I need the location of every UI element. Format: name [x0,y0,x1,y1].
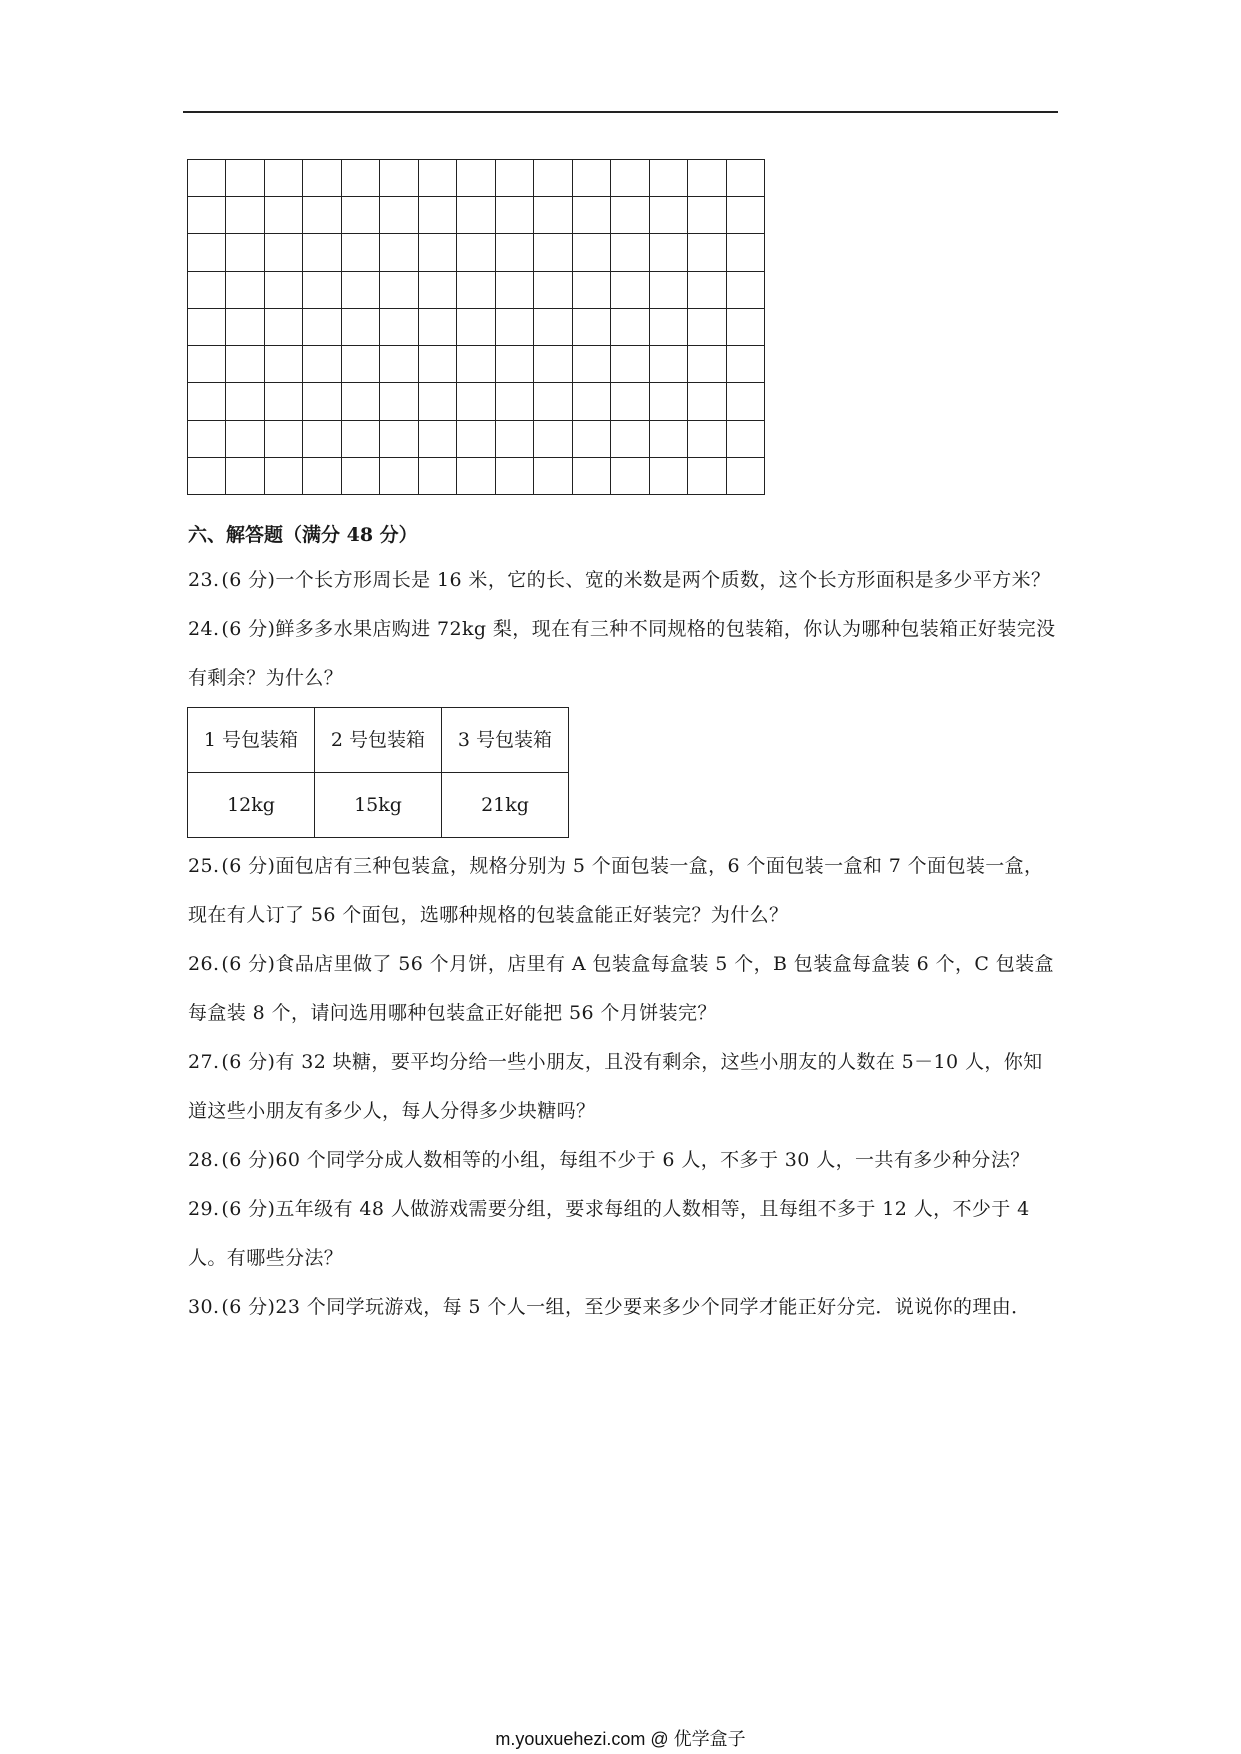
table-cell: 15kg [315,773,442,838]
grid-cell [650,197,688,234]
question-text: (6 分)一个长方形周长是 16 米，它的长、宽的米数是两个质数，这个长方形面积是多少平方米？ [221,569,1051,591]
grid-cell [573,197,611,234]
grid-cell [457,421,495,458]
question-text: (6 分)面包店有三种包装盒，规格分别为 5 个面包装一盒，6 个面包装一盒和 7 个面包装一盒，现在有人订了 56 个面包，选哪种规格的包装盒能正好装完？为什么？ [188,855,1044,926]
grid-cell [342,309,380,346]
grid-cell [188,346,226,383]
grid-cell [534,309,572,346]
square-grid [187,159,765,495]
table-header-cell: 2 号包装箱 [315,708,442,773]
question-text: (6 分)有 32 块糖，要平均分给一些小朋友，且没有剩余，这些小朋友的人数在 5－10 人，你知道这些小朋友有多少人，每人分得多少块糖吗？ [188,1051,1043,1122]
grid-cell [534,383,572,420]
question-27 [188,1038,1058,1136]
table-cell: 21kg [442,773,569,838]
grid-cell [573,272,611,309]
grid-cell [611,309,649,346]
question-number: 27. [188,1051,220,1073]
grid-cell [342,383,380,420]
grid-cell [534,458,572,495]
grid-cell [534,160,572,197]
grid-cell [419,197,457,234]
grid-cell [727,197,765,234]
question-text: (6 分)60 个同学分成人数相等的小组，每组不少于 6 人，不多于 30 人，一共有多少种分法？ [221,1149,1030,1171]
grid-cell [419,383,457,420]
grid-cell [419,234,457,271]
grid-cell [573,234,611,271]
grid-cell [457,458,495,495]
grid-cell [688,346,726,383]
grid-cell [342,160,380,197]
grid-cell [419,160,457,197]
question-number: 29. [188,1198,220,1220]
grid-cell [457,234,495,271]
grid-cell [380,234,418,271]
grid-cell [688,309,726,346]
grid-cell [226,421,264,458]
grid-cell [650,234,688,271]
answer-section [188,514,1058,1332]
grid-cell [380,197,418,234]
grid-cell [303,197,341,234]
grid-cell [265,197,303,234]
question-30 [188,1283,1058,1332]
grid-cell [688,383,726,420]
grid-cell [265,309,303,346]
grid-cell [457,309,495,346]
grid-cell [727,309,765,346]
grid-cell [573,160,611,197]
grid-cell [457,272,495,309]
grid-cell [611,421,649,458]
grid-cell [650,160,688,197]
grid-cell [496,197,534,234]
grid-cell [303,160,341,197]
grid-cell [342,458,380,495]
question-29 [188,1185,1058,1283]
header-rule [183,111,1058,113]
grid-cell [342,234,380,271]
grid-cell [534,346,572,383]
grid-cell [380,383,418,420]
grid-cell [265,160,303,197]
grid-cell [688,197,726,234]
grid-cell [650,458,688,495]
grid-cell [226,272,264,309]
grid-cell [534,234,572,271]
grid-cell [265,458,303,495]
table-row [188,773,569,838]
grid-cell [303,234,341,271]
grid-cell [380,421,418,458]
grid-cell [303,383,341,420]
grid-cell [342,272,380,309]
grid-cell [727,346,765,383]
grid-cell [496,421,534,458]
packing-box-table [187,707,569,838]
grid-cell [419,346,457,383]
grid-cell [457,346,495,383]
grid-cell [611,383,649,420]
grid-cell [727,160,765,197]
table-header-row [188,708,569,773]
grid-cell [226,346,264,383]
table-header-cell: 1 号包装箱 [188,708,315,773]
grid-cell [727,458,765,495]
question-number: 24. [188,618,220,640]
grid-cell [226,309,264,346]
grid-cell [688,458,726,495]
grid-cell [727,234,765,271]
table-cell: 12kg [188,773,315,838]
grid-cell [611,234,649,271]
grid-cell [265,346,303,383]
question-24 [188,605,1058,703]
grid-cell [573,421,611,458]
grid-cell [419,421,457,458]
question-number: 25. [188,855,220,877]
question-text: (6 分)鲜多多水果店购进 72kg 梨，现在有三种不同规格的包装箱，你认为哪种包装箱正好装完没有剩余？为什么？ [188,618,1056,689]
grid-cell [188,234,226,271]
grid-cell [303,346,341,383]
grid-cell [342,197,380,234]
grid-cell [380,309,418,346]
grid-cell [226,458,264,495]
grid-cell [496,234,534,271]
grid-cell [226,383,264,420]
question-28 [188,1136,1058,1185]
grid-cell [573,309,611,346]
grid-cell [342,421,380,458]
grid-cell [188,383,226,420]
grid-cell [573,346,611,383]
grid-cell [650,309,688,346]
grid-cell [611,346,649,383]
question-number: 28. [188,1149,220,1171]
grid-cell [188,458,226,495]
grid-cell [188,272,226,309]
grid-cell [534,197,572,234]
grid-cell [650,346,688,383]
question-number: 30. [188,1296,220,1318]
table-header-cell: 3 号包装箱 [442,708,569,773]
grid-cell [496,309,534,346]
grid-cell [303,458,341,495]
question-23 [188,556,1058,605]
grid-cell [650,383,688,420]
grid-cell [419,309,457,346]
question-text: (6 分)五年级有 48 人做游戏需要分组，要求每组的人数相等，且每组不多于 12 人，不少于 4 人。有哪些分法？ [188,1198,1030,1269]
grid-cell [727,272,765,309]
question-text: (6 分)23 个同学玩游戏，每 5 个人一组，至少要来多少个同学才能正好分完．说说你的理由． [221,1296,1031,1318]
grid-cell [342,346,380,383]
grid-cell [380,272,418,309]
grid-cell [534,272,572,309]
question-number: 26. [188,953,220,975]
grid-cell [226,234,264,271]
grid-cell [496,346,534,383]
grid-cell [419,272,457,309]
grid-cell [380,346,418,383]
grid-cell [457,197,495,234]
grid-cell [265,234,303,271]
section-title: 六、解答题（满分 48 分） [188,524,418,546]
grid-cell [188,421,226,458]
grid-cell [265,383,303,420]
grid-cell [573,458,611,495]
grid-cell [496,272,534,309]
grid-cell [727,421,765,458]
grid-cell [303,272,341,309]
grid-cell [188,309,226,346]
grid-cell [688,272,726,309]
grid-cell [226,197,264,234]
grid-cell [611,160,649,197]
grid-cell [611,272,649,309]
question-26 [188,940,1058,1038]
grid-cell [496,383,534,420]
grid-cell [611,197,649,234]
grid-cell [265,272,303,309]
grid-cell [380,160,418,197]
grid-cell [650,272,688,309]
grid-cell [688,234,726,271]
grid-cell [727,383,765,420]
grid-cell [303,421,341,458]
grid-cell [188,197,226,234]
grid-cell [457,160,495,197]
grid-cell [688,160,726,197]
grid-cell [496,160,534,197]
question-25 [188,842,1058,940]
grid-cell [611,458,649,495]
question-text: (6 分)食品店里做了 56 个月饼，店里有 A 包装盒每盒装 5 个，B 包装盒每盒装 6 个，C 包装盒每盒装 8 个，请问选用哪种包装盒正好能把 56 个月饼装完？ [188,953,1054,1024]
grid-cell [188,160,226,197]
grid-cell [265,421,303,458]
grid-cell [380,458,418,495]
question-number: 23. [188,569,220,591]
footer-watermark: m.youxuehezi.com @ 优学盒子 [495,1729,746,1749]
grid-cell [650,421,688,458]
grid-cell [419,458,457,495]
grid-cell [457,383,495,420]
grid-cell [226,160,264,197]
grid-cell [496,458,534,495]
grid-cell [573,383,611,420]
grid-cell [303,309,341,346]
grid-cell [688,421,726,458]
grid-cell [534,421,572,458]
